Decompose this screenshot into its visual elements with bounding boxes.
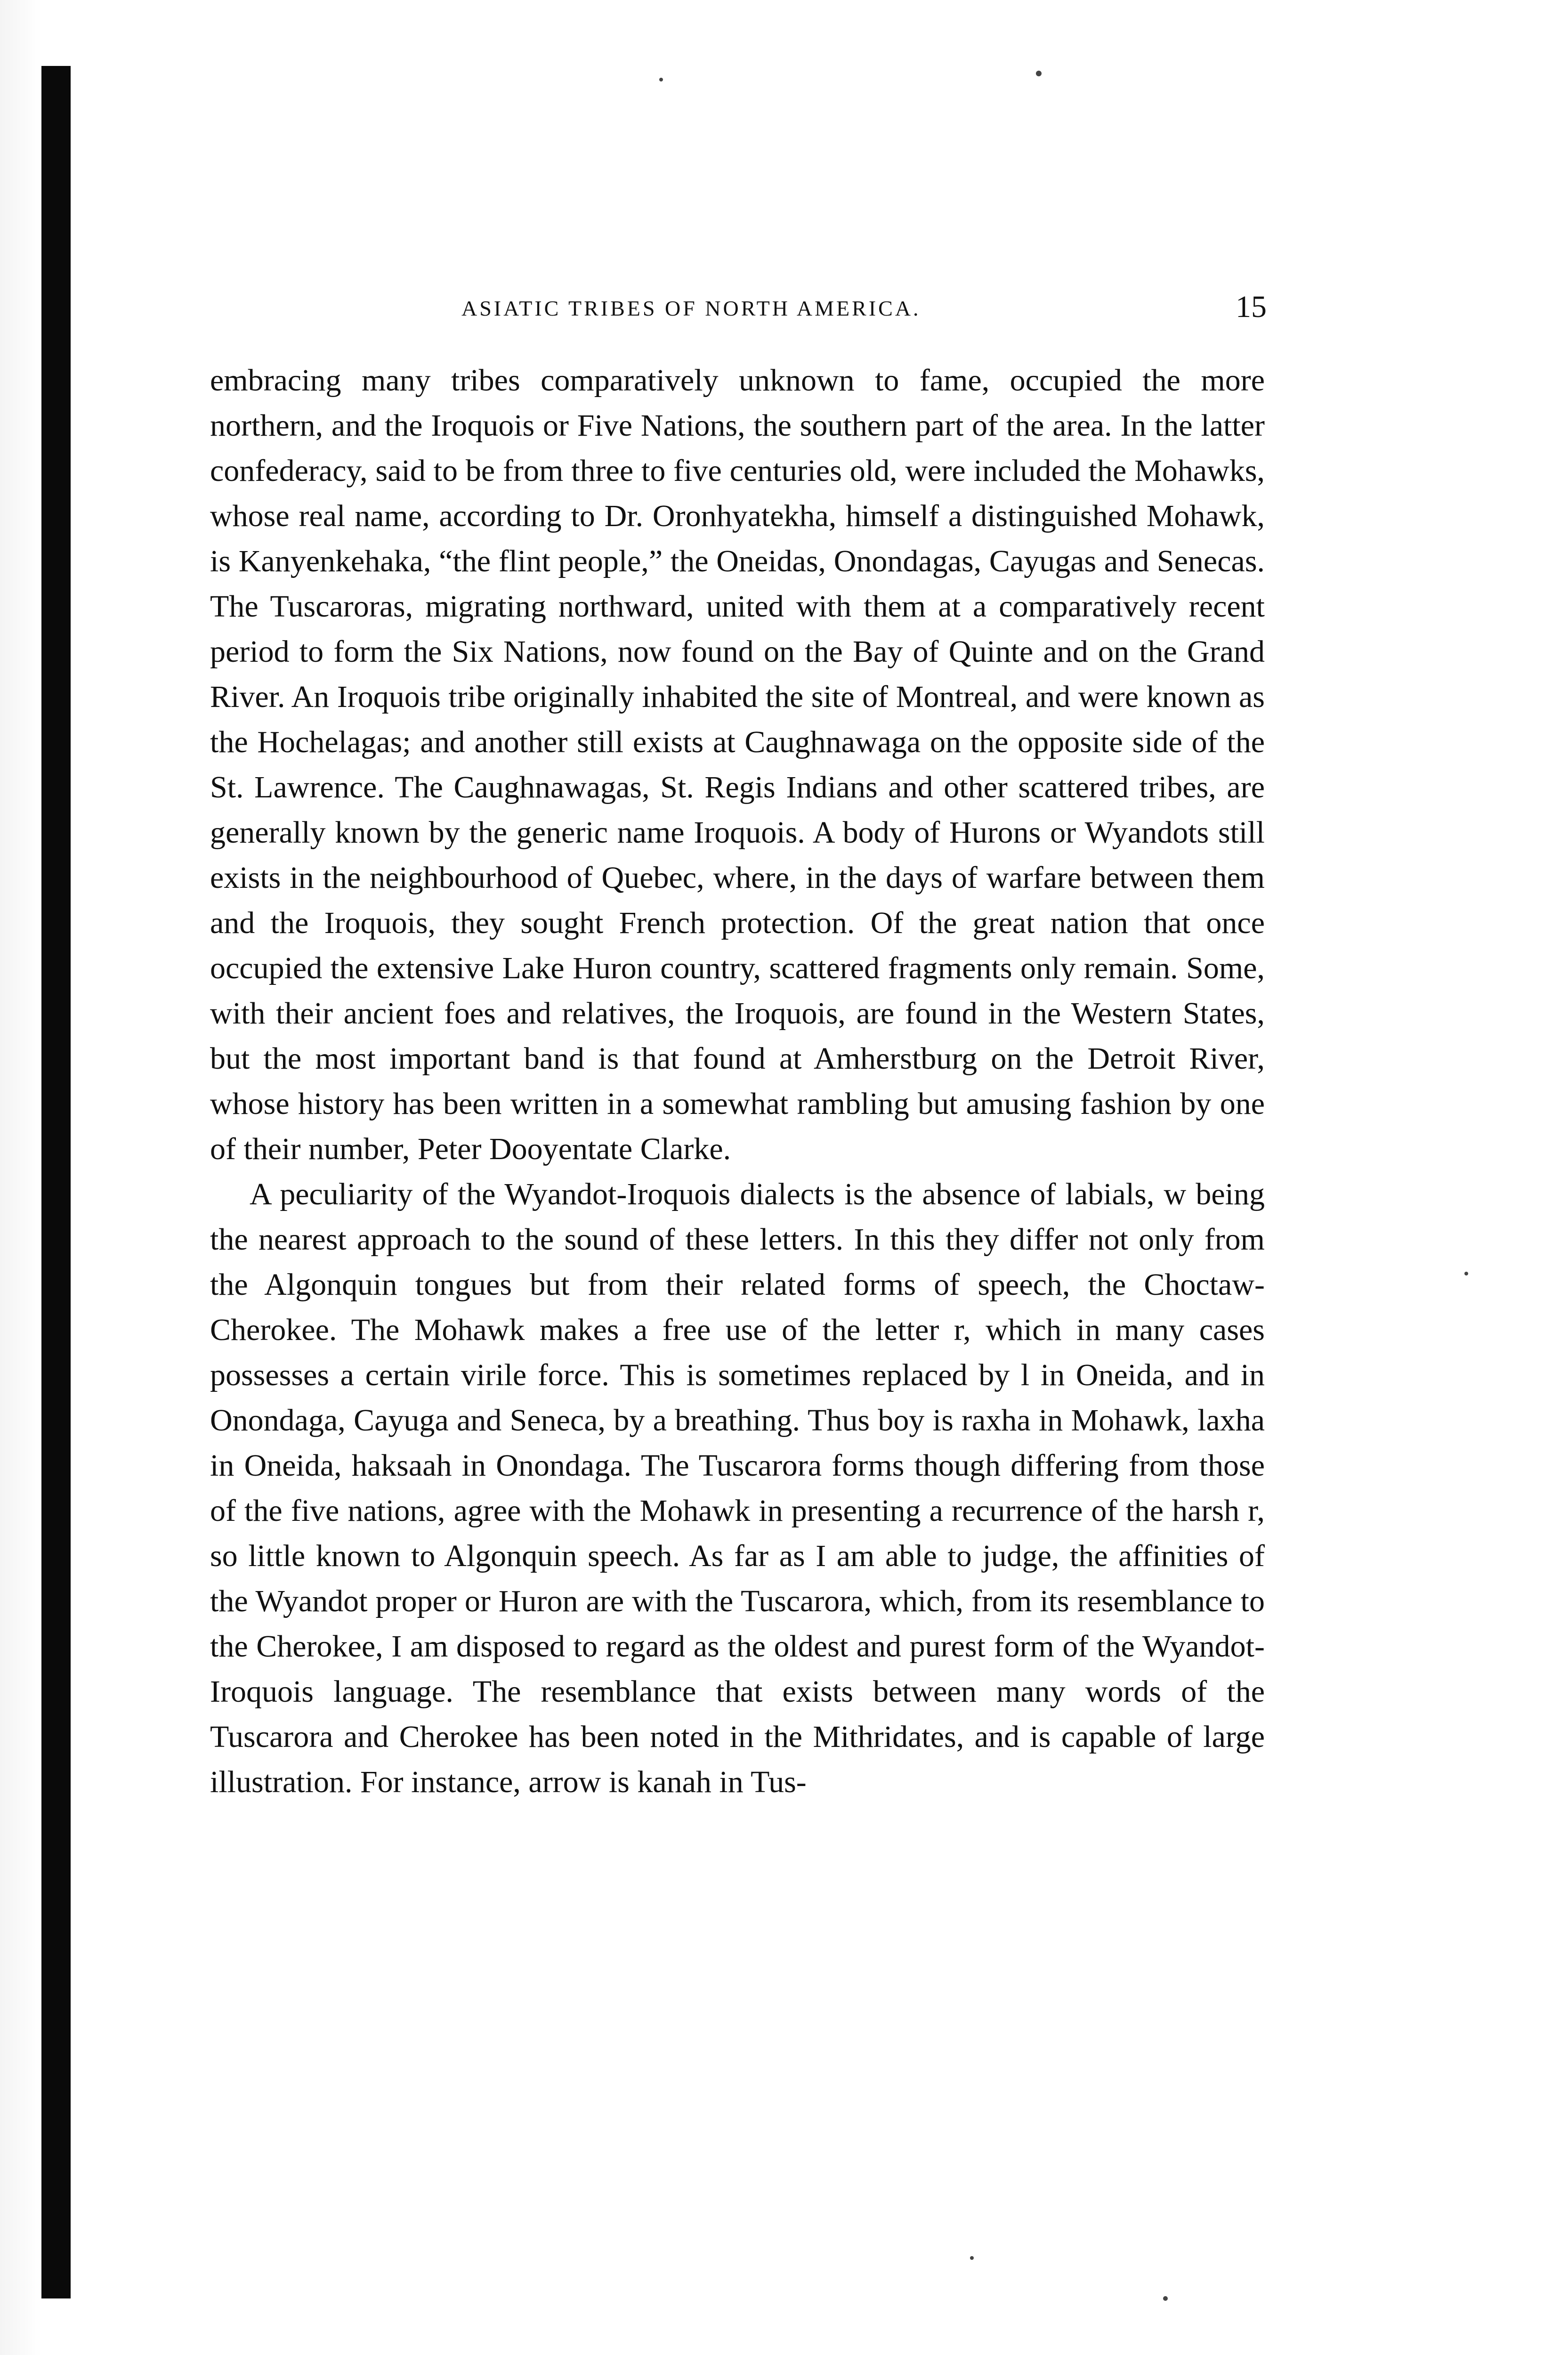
- body-text: [210, 358, 1265, 1805]
- body-paragraph: embracing many tribes comparatively unknown to fame, occupied the more northern, and the Iroquois or Five Nations, the southern part of the area. In the latter confederacy, said to be from three to five centuries old, were included the Mohawks, whose real name, according to Dr. Oronhyatekha, himself a distinguished Mohawk, is Kanyenkehaka, “the flint people,” the Oneidas, Onondagas, Cayugas and Senecas. The Tuscaroras, migrating northward, united with them at a comparatively recent period to form the Six Nations, now found on the Bay of Quinte and on the Grand River. An Iroquois tribe originally inhabited the site of Montreal, and were known as the Hochelagas; and another still exists at Caughnawaga on the opposite side of the St. Lawrence. The Caughnawagas, St. Regis Indians and other scattered tribes, are generally known by the generic name Iroquois. A body of Hurons or Wyandots still exists in the neighbourhood of Quebec, where, in the days of warfare between them and the Iroquois, they sought French protection. Of the great nation that once occupied the extensive Lake Huron country, scattered fragments only remain. Some, with their ancient foes and relatives, the Iroquois, are found in the Western States, but the most important band is that found at Amherstburg on the Detroit River, whose history has been written in a somewhat rambling but amusing fashion by one of their number, Peter Dooyentate Clarke.: [210, 363, 1265, 1166]
- scanned-binding-edge: [41, 66, 71, 2298]
- scan-speck: [970, 2256, 974, 2260]
- scan-speck: [1464, 1272, 1468, 1275]
- running-head: [207, 286, 1267, 329]
- running-title: ASIATIC TRIBES OF NORTH AMERICA.: [461, 296, 921, 320]
- body-paragraph: A peculiarity of the Wyandot-Iroquois dialects is the absence of labials, w being the nearest approach to the sound of these letters. In this they differ not only from the Algonquin tongues but from their related forms of speech, the Choctaw-Cherokee. The Mohawk makes a free use of the letter r, which in many cases possesses a certain virile force. This is sometimes replaced by l in Oneida, and in Onondaga, Cayuga and Seneca, by a breathing. Thus boy is raxha in Mohawk, laxha in Oneida, haksaah in Onondaga. The Tuscarora forms though differing from those of the five nations, agree with the Mohawk in presenting a recurrence of the harsh r, so little known to Algonquin speech. As far as I am able to judge, the affinities of the Wyandot proper or Huron are with the Tuscarora, which, from its resemblance to the Cherokee, I am disposed to regard as the oldest and purest form of the Wyandot-Iroquois language. The resemblance that exists between many words of the Tuscarora and Cherokee has been noted in the Mithridates, and is capable of large illustration. For instance, arrow is kanah in Tus-: [210, 1177, 1265, 1799]
- binding-shadow: [0, 0, 41, 2355]
- page-number: 15: [1236, 290, 1267, 324]
- scan-speck: [1036, 71, 1042, 76]
- scan-speck: [1163, 2296, 1168, 2301]
- scan-speck: [659, 78, 663, 81]
